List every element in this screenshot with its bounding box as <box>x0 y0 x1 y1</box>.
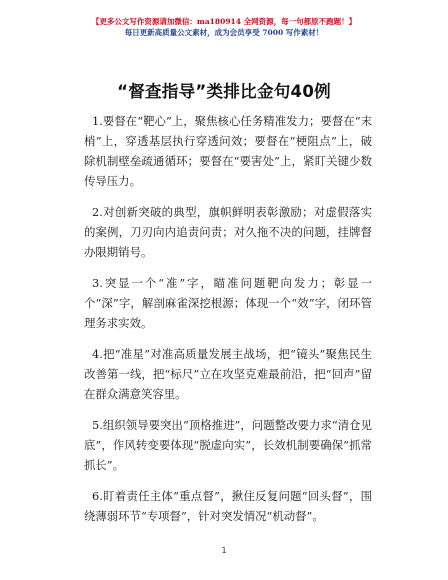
promo-line-blue: 每日更新高质量公文素材，成为会员享受 7000 写作素材！ <box>124 28 324 37</box>
document-title: “督查指导”类排比金句40例 <box>117 82 331 101</box>
page-number: 1 <box>221 546 227 555</box>
document-body <box>84 111 372 537</box>
paragraph-2: 2.对创新突破的典型，旗帜鲜明表彰激励；对虚假落实的案例，刀刃向内追责问责；对久拖不决的问题，挂牌督办限期销号。 <box>84 205 372 259</box>
promo-line-red: 【更多公文写作资源请加微信：ma180914 全网资源，每一句都原不跑题！】 <box>91 17 357 26</box>
paragraph-6: 6.盯着责任主体“重点督”，揪住反复问题“回头督”，围绕薄弱环节“专项督”，针对突发情况“机动督”。 <box>84 489 372 523</box>
paragraph-1: 1.要督在“靶心”上，聚焦核心任务精准发力；要督在“末梢”上，穿透基层执行穿透问效；要督在“梗阻点”上，破除机制壁垒疏通循环；要督在“要害处”上，紧盯关键少数传导压力。 <box>84 114 372 188</box>
promo-banner <box>0 16 448 38</box>
paragraph-3: 3.突显一个“准”字，瞄准问题靶向发力；彰显一个“深”字，解剖麻雀深挖根源；体现一个“效”字，闭环管理务求实效。 <box>84 276 372 330</box>
paragraph-4: 4.把“准星”对准高质量发展主战场，把“镜头”聚焦民生改善第一线，把“标尺”立在攻坚克难最前沿，把“回声”留在群众满意笑容里。 <box>84 347 372 401</box>
paragraph-5: 5.组织领导要突出“顶格推进”，问题整改要力求“清仓见底”，作风转变要体现“脱虚向实”，长效机制要确保“抓常抓长”。 <box>84 418 372 472</box>
